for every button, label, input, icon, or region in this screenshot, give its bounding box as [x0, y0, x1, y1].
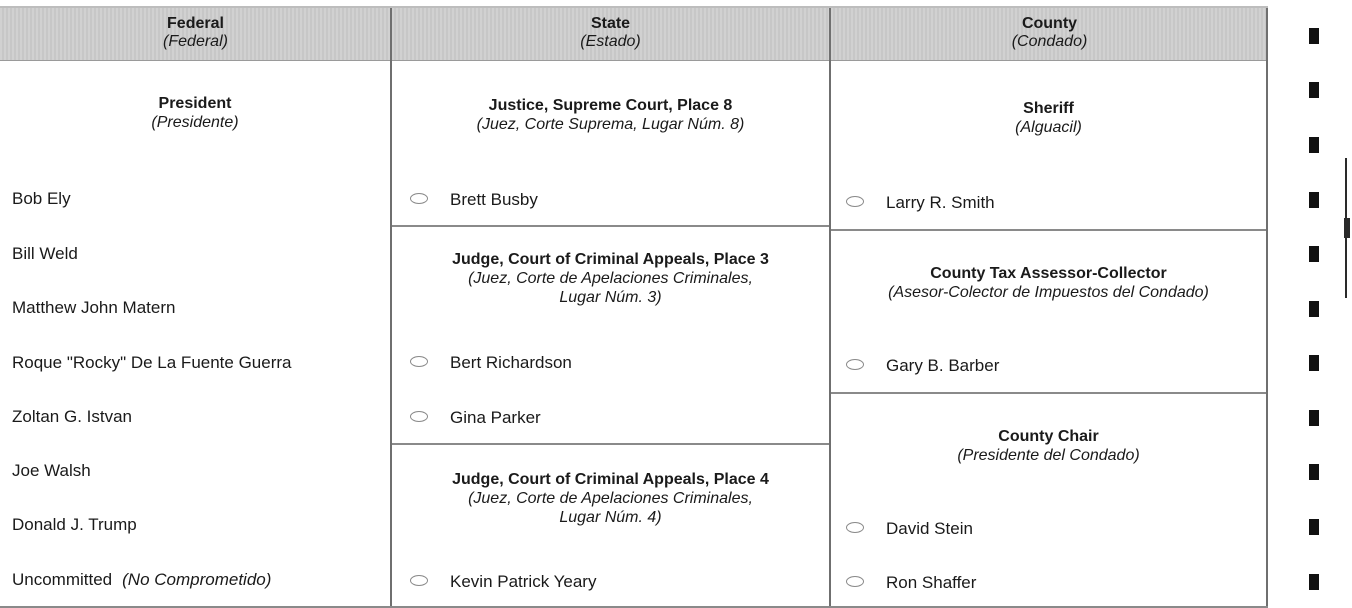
candidate-brett-busby[interactable] [410, 190, 538, 210]
vote-oval[interactable] [410, 411, 428, 422]
candidate-bill-weld[interactable] [12, 244, 78, 264]
candidate-name: Bert Richardson [450, 353, 572, 372]
candidate-gina-parker[interactable] [410, 408, 541, 428]
race-title-es-1: (Juez, Corte de Apelaciones Criminales, [468, 490, 753, 507]
vote-oval[interactable] [410, 575, 428, 586]
race-title-es: (Presidente) [151, 114, 239, 131]
race-divider-state-2 [392, 443, 829, 445]
race-title-es: (Presidente del Condado) [957, 447, 1140, 464]
header-county-en: County [1021, 15, 1078, 32]
candidate-zoltan-istvan[interactable] [12, 407, 132, 427]
timing-mark-9 [1309, 464, 1319, 480]
candidate-joe-walsh[interactable] [12, 461, 91, 481]
header-state-es: (Estado) [580, 33, 641, 50]
header-federal-en: Federal [167, 15, 224, 32]
race-title-county-chair [831, 427, 1266, 465]
timing-mark-1 [1309, 28, 1319, 44]
timing-mark-11 [1309, 574, 1319, 590]
timing-mark-3 [1309, 137, 1319, 153]
race-title-tax-assessor [831, 264, 1266, 302]
candidate-name: Gary B. Barber [886, 356, 1000, 375]
vote-oval[interactable] [846, 522, 864, 533]
race-divider-county-1 [831, 229, 1266, 231]
candidate-name: Gina Parker [450, 408, 541, 427]
candidate-david-stein[interactable] [846, 519, 973, 539]
vote-oval[interactable] [846, 576, 864, 587]
candidate-name: Kevin Patrick Yeary [450, 572, 597, 591]
race-title-criminal-appeals-4 [392, 470, 829, 527]
timing-mark-7 [1309, 355, 1319, 371]
candidate-name: Brett Busby [450, 190, 538, 209]
candidate-name: Larry R. Smith [886, 193, 995, 212]
column-divider-3 [1266, 8, 1268, 608]
timing-mark-4 [1309, 192, 1319, 208]
candidate-bob-ely[interactable] [12, 189, 71, 209]
race-title-en: County Chair [998, 428, 1099, 445]
candidate-ron-shaffer[interactable] [846, 573, 976, 593]
race-title-en: Sheriff [1023, 100, 1074, 117]
race-title-es: (Juez, Corte Suprema, Lugar Núm. 8) [476, 116, 745, 133]
candidate-name: David Stein [886, 519, 973, 538]
race-title-en: President [158, 95, 232, 112]
header-state [392, 8, 829, 61]
timing-mark-6 [1309, 301, 1319, 317]
scan-edge-tick [1344, 218, 1350, 238]
timing-mark-2 [1309, 82, 1319, 98]
candidate-uncommitted[interactable] [12, 570, 271, 590]
timing-mark-10 [1309, 519, 1319, 535]
candidate-kevin-yeary[interactable] [410, 572, 596, 592]
candidate-bert-richardson[interactable] [410, 353, 572, 373]
vote-oval[interactable] [410, 356, 428, 367]
candidate-name: Zoltan G. Istvan [12, 407, 132, 426]
race-title-president [0, 94, 390, 132]
candidate-name: Roque "Rocky" De La Fuente Guerra [12, 353, 292, 372]
header-federal-es: (Federal) [163, 33, 228, 50]
candidate-name: Bob Ely [12, 189, 71, 208]
race-title-es-1: (Juez, Corte de Apelaciones Criminales, [468, 270, 753, 287]
header-federal [0, 8, 391, 61]
header-county [831, 8, 1268, 61]
vote-oval[interactable] [846, 196, 864, 207]
race-title-es: (Alguacil) [1015, 119, 1082, 136]
race-divider-state-1 [392, 225, 829, 227]
candidate-donald-trump[interactable] [12, 515, 137, 535]
candidate-name: Ron Shaffer [886, 573, 977, 592]
race-title-sheriff [831, 99, 1266, 137]
candidate-roque-de-la-fuente[interactable] [12, 353, 292, 373]
candidate-name: Bill Weld [12, 244, 78, 263]
candidate-larry-smith[interactable] [846, 193, 995, 213]
candidate-gary-barber[interactable] [846, 356, 999, 376]
race-title-es-2: Lugar Núm. 3) [559, 289, 662, 306]
header-county-es: (Condado) [1011, 33, 1088, 50]
candidate-name: Matthew John Matern [12, 298, 176, 317]
race-divider-county-2 [831, 392, 1266, 394]
header-state-en: State [590, 15, 631, 32]
vote-oval[interactable] [410, 193, 428, 204]
race-title-en: Judge, Court of Criminal Appeals, Place 3 [452, 251, 769, 268]
race-title-es: (Asesor-Colector de Impuestos del Condado) [888, 284, 1209, 301]
ballot-page [0, 6, 1268, 608]
race-title-en: Judge, Court of Criminal Appeals, Place 4 [452, 471, 769, 488]
candidate-matthew-john-matern[interactable] [12, 298, 175, 318]
timing-mark-8 [1309, 410, 1319, 426]
timing-mark-5 [1309, 246, 1319, 262]
candidate-name: Uncommitted [12, 570, 113, 589]
vote-oval[interactable] [846, 359, 864, 370]
race-title-criminal-appeals-3 [392, 250, 829, 307]
race-title-es-2: Lugar Núm. 4) [559, 509, 662, 526]
candidate-name-es: (No Comprometido) [122, 570, 272, 589]
candidate-name: Joe Walsh [12, 461, 91, 480]
race-title-en: County Tax Assessor-Collector [930, 265, 1167, 282]
race-title-supreme-court [392, 96, 829, 134]
column-divider-2 [829, 8, 831, 608]
candidate-name: Donald J. Trump [12, 515, 137, 534]
race-title-en: Justice, Supreme Court, Place 8 [488, 97, 733, 114]
